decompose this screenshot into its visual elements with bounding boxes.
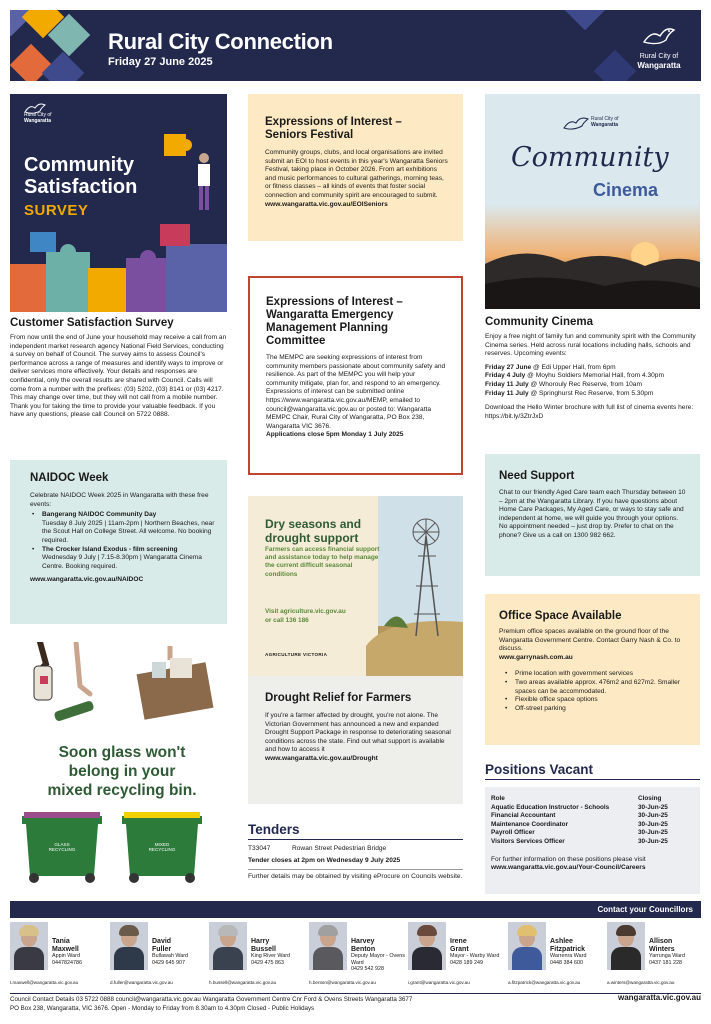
event-date: Friday 11 July [485,389,529,397]
tender-row [248,845,463,854]
tender-note: Further details may be obtained by visiting eProcure on Councils website. [248,873,463,881]
positions-link[interactable]: www.wangaratta.vic.gov.au/Your-Council/Careers [491,864,646,872]
tenders-section [248,822,463,882]
agri-ad-title: Dry seasons and drought support [265,517,362,545]
councillor-card [408,922,503,988]
councillor-photo [309,922,347,970]
councillor-first-name: Harvey [351,938,375,945]
office-link[interactable]: www.garrynash.com.au [499,653,573,661]
list-item [30,546,217,572]
bird-logo-icon [642,24,676,48]
survey-banner [10,94,227,312]
eoi-seniors-panel [248,94,463,241]
cinema-logo-text [591,116,619,128]
office-heading: Office Space Available [499,610,622,622]
councillor-last-name: Benton [351,945,376,953]
col-closing: Closing [638,795,662,802]
naidoc-link[interactable]: www.wangaratta.vic.gov.au/NAIDOC [30,576,144,584]
tenders-heading: Tenders [248,822,463,840]
support-body: Chat to our friendly Aged Care team each Thursday between 10 – 2pm at the Wangaratta Library. If you have questions about Home Care Packages, My Aged Care, or ways to stay safe and independent at home, we will guide you through your options. No appointment needed – just drop by. Prefer to chat on the phone? Give us a call on 1300 982 662. [499,489,686,539]
drought-body: If you're a farmer affected by drought, you're not alone. The Victorian Government has announced a new and expanded Drought Support Package in response to deteriorating seasonal conditions across the state. Find out what support is available and how to access it [265,712,451,754]
list-item [485,390,701,399]
issue-date: Friday 27 June 2025 [108,56,213,68]
cinema-crowd-photo [485,204,700,309]
newsletter-title: Rural City Connection [108,29,333,54]
eoi-mempc-heading: Expressions of Interest – Wangaratta Emergency Management Planning Committee [266,296,403,347]
councillor-ward: King River Ward [251,953,291,959]
agri-ad-logo: AGRICULTURE VICTORIA [265,652,328,657]
councillor-first-name: David [152,938,172,945]
agri-ad-contact [265,608,346,625]
agri-visit-link[interactable]: Visit agriculture.vic.gov.au [265,608,346,615]
list-item [30,511,217,545]
survey-heading: Customer Satisfaction Survey [10,317,174,329]
eoi-seniors-body: Community groups, clubs, and local organisations are invited submit an EOI to host events in this year's Wangaratta Seniors Festival, taking place in October 2026. From art exhibitions and music performances to cultural gatherings, morning teas, or fitness classes – all kinds of events that foster social connection and community spirit are encouraged to submit. [265,149,448,199]
drought-link[interactable]: www.wangaratta.vic.gov.au/Drought [265,754,378,762]
councillor-card [110,922,205,988]
recycling-hands-illustration [20,642,220,728]
naidoc-intro: Celebrate NAIDOC Week 2025 in Wangaratta with these free events: [30,492,209,508]
councillor-card [10,922,105,988]
councillor-photo [408,922,446,970]
councillor-email[interactable]: t.maxwell@wangaratta.vic.gov.au [10,980,79,985]
councillor-phone: 0429 475 863 [251,959,284,966]
position-role: Aquatic Education Instructor - Schools [491,803,610,811]
logo-line2: Wangaratta [591,122,619,128]
table-header [491,795,692,804]
councillor-first-name: Irene [450,938,467,945]
councillor-last-name: Bussell [251,945,276,953]
recycling-bins [20,812,220,884]
event-venue: @ Whorouly Rec Reserve, from 10am [530,380,642,388]
event-details: Wednesday 9 July | 7.15-8.30pm | Wangaratta Cinema Centre. Booking required. [42,554,202,570]
eoi-mempc-closing: Applications close 5pm Monday 1 July 2025 [266,431,404,439]
councillor-email[interactable]: d.fuller@wangaratta.vic.gov.au [110,980,173,985]
logo-line1: Rural City of [24,112,52,118]
agri-ad-subtitle: Farmers can access financial support and assistance today to help manage the current difficult seasonal conditions [265,546,380,578]
councillor-photo [209,922,247,970]
event-venue: @ Moyhu Soldiers Memorial Hall, from 4.30pm [527,372,664,380]
event-date: Friday 27 June [485,363,532,371]
table-row [491,821,692,830]
cinema-download-link[interactable]: Download the Hello Winter brochure with full list of cinema events here: https://bit.ly/3ZtrJxD [485,404,694,420]
cinema-details [485,333,701,421]
position-role: Maintenance Coordinator [491,820,569,828]
councillor-first-name: Tania [52,938,70,945]
councillor-email[interactable]: a.winters@wangaratta.vic.gov.au [607,980,675,985]
list-item: • Two areas available approx. 476m2 and 627m2. Smaller spaces can be accommodated. [503,679,690,696]
table-row [491,838,692,847]
eoi-seniors-heading: Expressions of Interest – Seniors Festival [265,116,402,141]
bin-label: GLASS RECYCLING [48,842,76,852]
naidoc-panel [10,460,227,624]
councillor-first-name: Allison [649,938,673,945]
councillor-last-name: Grant [450,945,469,953]
event-title: Bangerang NAIDOC Community Day [42,511,157,519]
event-title: The Crocker Island Exodus - film screening [42,545,178,553]
banner-line1: Community [24,154,134,176]
position-role: Financial Accountant [491,812,556,820]
bird-logo-icon [563,116,589,130]
councillor-photo [508,922,546,970]
councillor-last-name: Maxwell [52,945,79,953]
cinema-events [485,364,701,398]
position-closing: 30-Jun-25 [638,812,668,820]
councillor-phone: 0429 645 907 [152,959,185,966]
person-puzzle-icon [160,130,222,214]
footer-contact-line: Council Contact Details 03 5722 0888 council@wangaratta.vic.gov.au Wangaratta Government Centre Cnr Ford & Ovens Streets Wangaratta 3677 [10,993,701,1005]
drought-heading: Drought Relief for Farmers [265,692,412,704]
footer [10,993,701,1013]
survey-banner-title [24,154,137,198]
councillor-email[interactable]: i.grant@wangaratta.vic.gov.au [408,980,470,985]
councillor-info [351,938,407,973]
council-logo [629,24,689,70]
councillor-ward: Warrenra Ward [550,953,587,959]
col-role: Role [491,795,505,802]
councillor-email[interactable]: a.fitzpatrick@wangaratta.vic.gov.au [508,980,581,985]
event-venue: @ Edi Upper Hall, from 6pm [533,363,616,371]
councillor-email[interactable]: h.bussell@wangaratta.vic.gov.au [209,980,277,985]
eoi-seniors-link[interactable]: www.wangaratta.vic.gov.au/EOISeniors [265,200,388,208]
councillor-last-name: Winters [649,945,675,953]
logo-text [24,112,52,124]
office-features [499,670,690,713]
table-row [491,804,692,813]
councillor-info [52,938,108,966]
councillor-card [209,922,304,988]
councillor-info [251,938,307,966]
councillor-photo [607,922,645,970]
footer-website[interactable]: wangaratta.vic.gov.au [618,993,701,1002]
naidoc-heading: NAIDOC Week [30,472,109,484]
positions-panel [485,787,700,894]
councillor-first-name: Ashlee [550,938,573,945]
councillors-bar: Contact your Councillors [10,901,701,918]
agri-call-number: or call 136 186 [265,616,309,624]
councillor-email[interactable]: h.benton@wangaratta.vic.gov.au [309,980,376,985]
councillor-last-name: Fuller [152,945,172,953]
councillor-ward: Mayor - Warby Ward [450,953,500,959]
positions-more: For further information on these positions please visit [491,855,646,863]
position-closing: 30-Jun-25 [638,837,668,845]
logo-line1: Rural City of [591,116,619,122]
recycling-line3: mixed recycling bin. [47,782,197,799]
puzzle-pieces-illustration [10,224,227,312]
decor-shape [564,10,606,30]
logo-line1: Rural City of [639,53,679,60]
councillor-info [649,938,705,966]
support-heading: Need Support [499,470,575,482]
councillor-card [309,922,404,988]
banner-line2: Satisfaction [24,176,138,198]
councillor-phone: 0437 181 228 [649,959,682,966]
councillor-phone: 0448 384 600 [550,959,583,966]
drought-panel [248,676,463,804]
event-date: Friday 11 July [485,380,529,388]
position-closing: 30-Jun-25 [638,829,668,837]
banner-survey-word: SURVEY [24,202,89,219]
agriculture-ad [248,496,463,676]
bin-label: MIXED RECYCLING [148,842,176,852]
cinema-banner [485,94,700,309]
recycling-message [24,743,220,800]
survey-body: From now until the end of June your household may receive a call from an independent market research agency National Field Services, conducting a survey on behalf of Council. The survey aims to assess Council's performance across a range of measures and identify ways to improve or deliver services more effectively. Your details and responses are confidential, only the overall results are shared with Council. Calls will come from a number with the prefixes: (03) 5202, (03) 8141 or (03) 4217. This may change over time, but they will not call from a mobile number. Thank you for taking the time to provide your valuable feedback. If you have any questions, please call Council on 5722 0888. [10,334,227,419]
councillor-last-name: Fitzpatrick [550,945,586,953]
list-item: • Prime location with government services [503,670,690,679]
cinema-title-word: Cinema [593,180,659,200]
logo-line2: Wangaratta [24,118,52,124]
cinema-script-title: Community [511,142,669,173]
councillor-ward: Yarrunga Ward [649,953,685,959]
list-item [485,372,701,381]
councillor-info [550,938,606,966]
list-item [485,364,701,373]
event-venue: @ Springhurst Rec Reserve, from 5.30pm [530,389,654,397]
councillor-photo [110,922,148,970]
eoi-mempc-panel [248,276,463,475]
tender-name: Rowan Street Pedestrian Bridge [292,845,387,852]
councillor-info [450,938,506,966]
cinema-intro: Enjoy a free night of family fun and community spirit with the Community Cinema series. Held across rural locations including halls, schools and reserves. Upcoming events: [485,333,696,358]
list-item [485,381,701,390]
councillor-info [152,938,208,966]
list-item: • Off-street parking [503,705,690,714]
office-intro: Premium office spaces available on the ground floor of the Wangaratta Government Centre. Contact Garry Nash & Co. to discuss. [499,628,681,653]
decor-shape [42,52,84,81]
logo-line2: Wangaratta [637,61,681,70]
recycling-line2: belong in your [68,763,176,780]
tender-code: T33047 [248,845,271,852]
table-row [491,829,692,838]
tender-closing: Tender closes at 2pm on Wednesday 9 July 2025 [248,857,463,871]
councillor-ward: Deputy Mayor - Ovens Ward [351,953,405,966]
footer-hours-line: PO Box 238, Wangaratta, VIC 3676. Open - Monday to Friday from 8.30am to 4.30pm Closed - Public Holidays [10,1004,315,1012]
councillor-phone: 0428 189 249 [450,959,483,966]
councillor-photo [10,922,48,970]
support-panel [485,454,700,576]
positions-heading: Positions Vacant [485,762,700,780]
councillor-phone: 0429 542 928 [351,966,384,973]
masthead [10,10,701,81]
table-row [491,812,692,821]
councillor-card [508,922,603,988]
councillor-card [607,922,702,988]
recycling-line1: Soon glass won't [58,744,186,761]
office-panel [485,594,700,745]
councillor-ward: Appin Ward [52,953,80,959]
position-closing: 30-Jun-25 [638,820,668,828]
event-date: Friday 4 July [485,372,526,380]
naidoc-events [30,511,217,571]
position-closing: 30-Jun-25 [638,803,668,811]
position-role: Payroll Officer [491,829,535,837]
councillor-first-name: Harry [251,938,270,945]
event-details: Tuesday 8 July 2025 | 11am-2pm | Northern Beaches, near the Scout Hall on College Street. All welcome. No booking required. [42,519,215,544]
councillor-ward: Bullawah Ward [152,953,189,959]
positions-table [491,795,692,847]
position-role: Visitors Services Officer [491,837,565,845]
cinema-heading: Community Cinema [485,316,593,328]
councillor-phone: 0447824786 [52,959,82,966]
eoi-mempc-body: The MEMPC are seeking expressions of interest from community members passionate about community safety and resilience. As part of the MEMPC you will help your community mitigate, plan for, and respond to an emergency. Expressions of interest can be submitted online https://www.wangaratta.vic.gov.au/MEMP, emailed to council@wangaratta.vic.gov.au or posted to: Wangaratta MEMPC Chair, Rural City of Wangaratta, PO Box 238, Wangaratta VIC 3676. [266,354,446,430]
list-item: • Flexible office space options [503,696,690,705]
